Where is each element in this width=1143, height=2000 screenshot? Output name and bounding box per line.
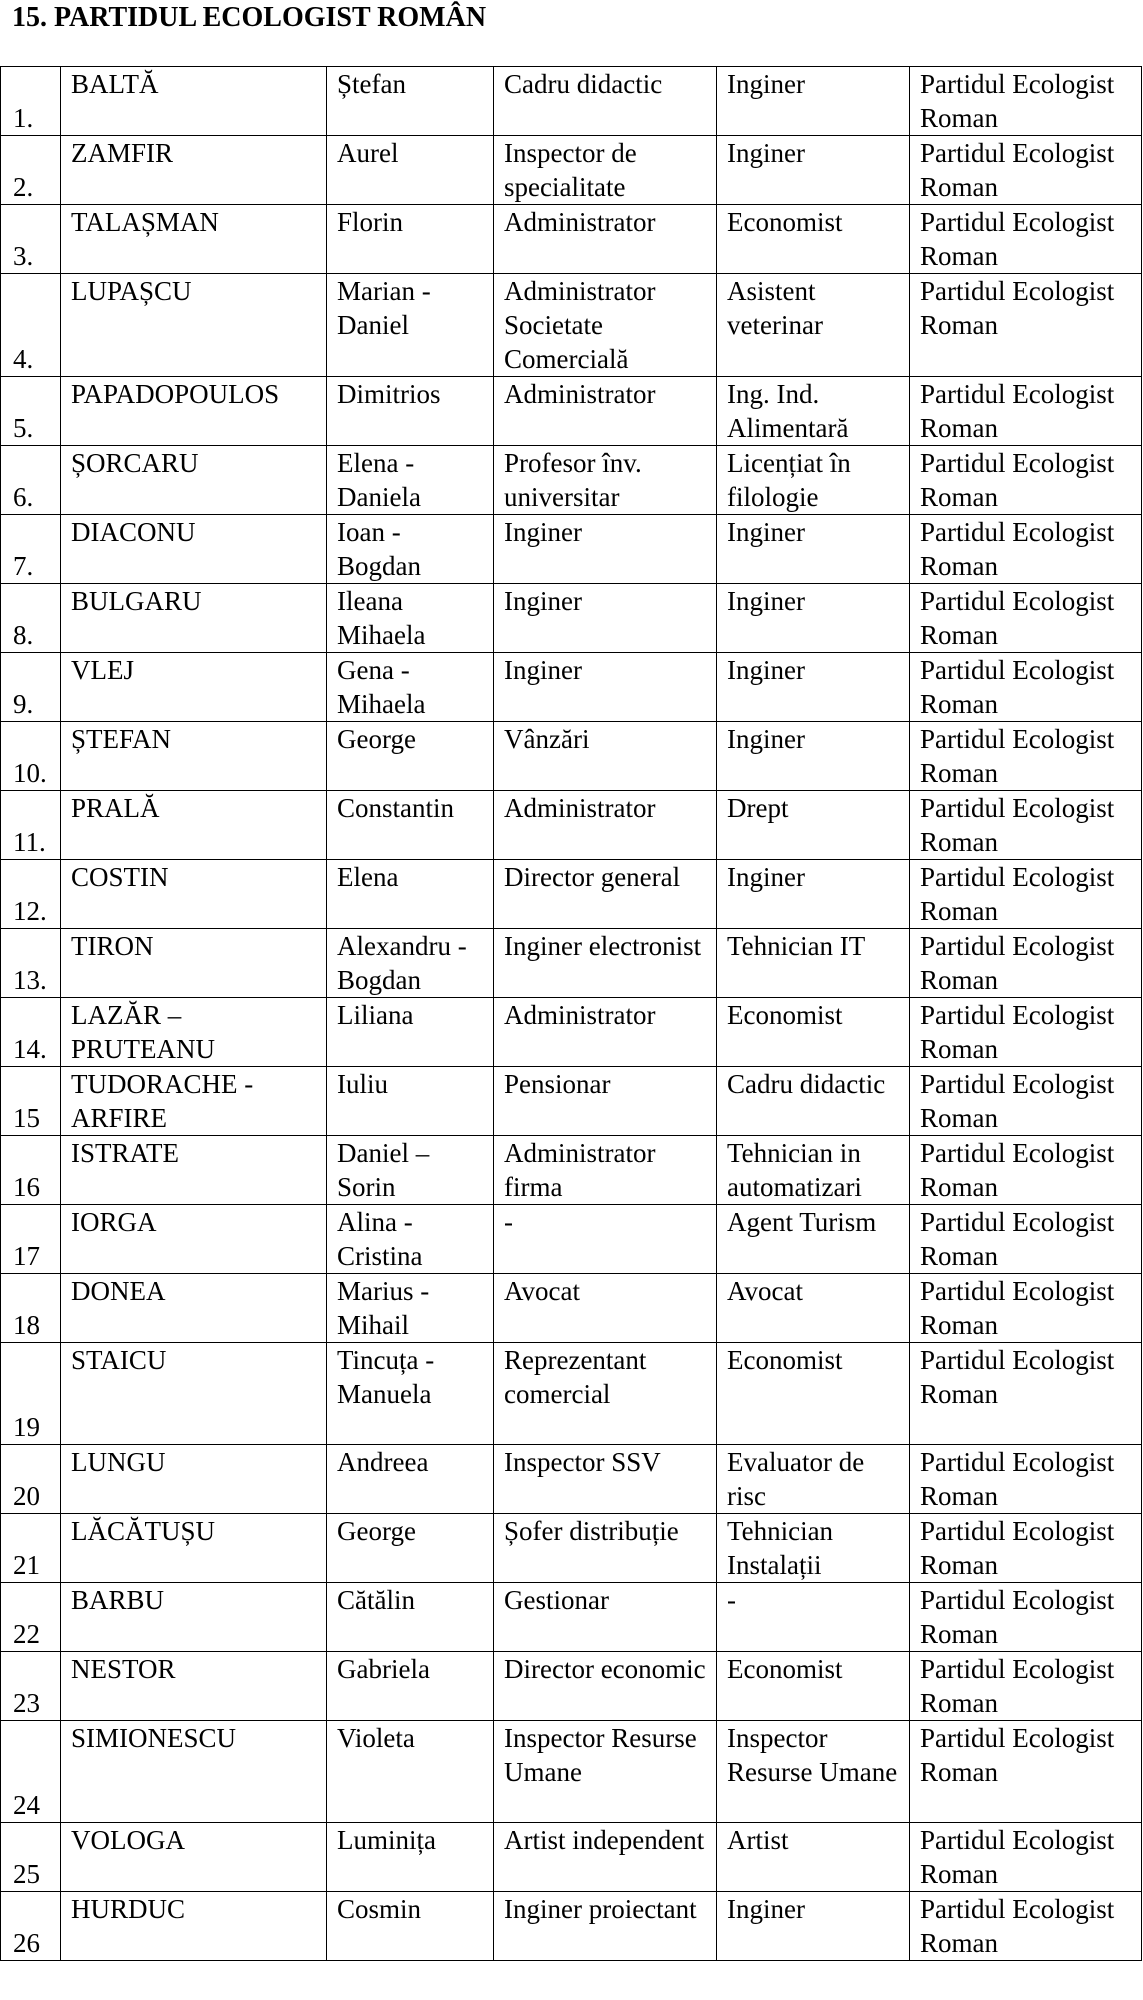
- occupation-cell: Avocat: [717, 1274, 910, 1343]
- party-cell: Partidul Ecologist Roman: [910, 929, 1142, 998]
- row-number: 24: [1, 1721, 61, 1823]
- candidates-table: [0, 66, 1141, 1961]
- row-number: 12.: [1, 860, 61, 929]
- row-number: 9.: [1, 653, 61, 722]
- occupation-cell: Economist: [717, 1343, 910, 1445]
- surname-cell: DONEA: [61, 1274, 327, 1343]
- table-row: [1, 791, 1142, 860]
- first-name-cell: George: [327, 722, 494, 791]
- surname-cell: SIMIONESCU: [61, 1721, 327, 1823]
- party-cell: Partidul Ecologist Roman: [910, 1445, 1142, 1514]
- occupation-cell: Agent Turism: [717, 1205, 910, 1274]
- occupation-cell: Ing. Ind. Alimentară: [717, 377, 910, 446]
- profession-cell: Reprezentant comercial: [494, 1343, 717, 1445]
- profession-cell: Vânzări: [494, 722, 717, 791]
- table-row: [1, 653, 1142, 722]
- profession-cell: Cadru didactic: [494, 67, 717, 136]
- occupation-cell: Inginer: [717, 653, 910, 722]
- row-number: 3.: [1, 205, 61, 274]
- first-name-cell: Constantin: [327, 791, 494, 860]
- occupation-cell: Inspector Resurse Umane: [717, 1721, 910, 1823]
- row-number: 18: [1, 1274, 61, 1343]
- party-cell: Partidul Ecologist Roman: [910, 1067, 1142, 1136]
- table-row: [1, 929, 1142, 998]
- profession-cell: Director economic: [494, 1652, 717, 1721]
- table-row: [1, 584, 1142, 653]
- first-name-cell: Ileana Mihaela: [327, 584, 494, 653]
- party-cell: Partidul Ecologist Roman: [910, 1721, 1142, 1823]
- row-number: 10.: [1, 722, 61, 791]
- row-number: 7.: [1, 515, 61, 584]
- surname-cell: LUPAȘCU: [61, 274, 327, 377]
- row-number: 19: [1, 1343, 61, 1445]
- row-number: 21: [1, 1514, 61, 1583]
- first-name-cell: Ștefan: [327, 67, 494, 136]
- row-number: 11.: [1, 791, 61, 860]
- first-name-cell: Marian - Daniel: [327, 274, 494, 377]
- occupation-cell: Inginer: [717, 67, 910, 136]
- party-cell: Partidul Ecologist Roman: [910, 1514, 1142, 1583]
- surname-cell: COSTIN: [61, 860, 327, 929]
- occupation-cell: -: [717, 1583, 910, 1652]
- table-row: [1, 1205, 1142, 1274]
- profession-cell: Gestionar: [494, 1583, 717, 1652]
- table-row: [1, 1652, 1142, 1721]
- first-name-cell: Marius - Mihail: [327, 1274, 494, 1343]
- row-number: 1.: [1, 67, 61, 136]
- profession-cell: Administrator: [494, 998, 717, 1067]
- first-name-cell: George: [327, 1514, 494, 1583]
- occupation-cell: Inginer: [717, 584, 910, 653]
- first-name-cell: Ioan - Bogdan: [327, 515, 494, 584]
- profession-cell: Inspector de specialitate: [494, 136, 717, 205]
- first-name-cell: Alina - Cristina: [327, 1205, 494, 1274]
- surname-cell: BALTĂ: [61, 67, 327, 136]
- table-row: [1, 1892, 1142, 1961]
- profession-cell: Inginer electronist: [494, 929, 717, 998]
- surname-cell: STAICU: [61, 1343, 327, 1445]
- occupation-cell: Tehnician IT: [717, 929, 910, 998]
- profession-cell: Administrator Societate Comercială: [494, 274, 717, 377]
- surname-cell: TUDORACHE - ARFIRE: [61, 1067, 327, 1136]
- party-cell: Partidul Ecologist Roman: [910, 136, 1142, 205]
- row-number: 5.: [1, 377, 61, 446]
- surname-cell: DIACONU: [61, 515, 327, 584]
- party-cell: Partidul Ecologist Roman: [910, 446, 1142, 515]
- party-cell: Partidul Ecologist Roman: [910, 1892, 1142, 1961]
- first-name-cell: Daniel – Sorin: [327, 1136, 494, 1205]
- surname-cell: BARBU: [61, 1583, 327, 1652]
- table-row: [1, 377, 1142, 446]
- profession-cell: Administrator firma: [494, 1136, 717, 1205]
- table-row: [1, 1136, 1142, 1205]
- row-number: 26: [1, 1892, 61, 1961]
- profession-cell: Avocat: [494, 1274, 717, 1343]
- table-row: [1, 998, 1142, 1067]
- table-row: [1, 1823, 1142, 1892]
- first-name-cell: Violeta: [327, 1721, 494, 1823]
- table-row: [1, 136, 1142, 205]
- first-name-cell: Elena - Daniela: [327, 446, 494, 515]
- occupation-cell: Drept: [717, 791, 910, 860]
- surname-cell: ZAMFIR: [61, 136, 327, 205]
- first-name-cell: Cătălin: [327, 1583, 494, 1652]
- row-number: 17: [1, 1205, 61, 1274]
- candidates-table-body: [1, 67, 1142, 1961]
- table-row: [1, 446, 1142, 515]
- first-name-cell: Dimitrios: [327, 377, 494, 446]
- profession-cell: Inginer: [494, 584, 717, 653]
- party-cell: Partidul Ecologist Roman: [910, 722, 1142, 791]
- first-name-cell: Alexandru - Bogdan: [327, 929, 494, 998]
- occupation-cell: Inginer: [717, 136, 910, 205]
- occupation-cell: Cadru didactic: [717, 1067, 910, 1136]
- table-row: [1, 860, 1142, 929]
- table-row: [1, 1274, 1142, 1343]
- table-row: [1, 722, 1142, 791]
- party-cell: Partidul Ecologist Roman: [910, 1205, 1142, 1274]
- party-cell: Partidul Ecologist Roman: [910, 67, 1142, 136]
- row-number: 20: [1, 1445, 61, 1514]
- table-row: [1, 67, 1142, 136]
- occupation-cell: Economist: [717, 205, 910, 274]
- profession-cell: Inspector Resurse Umane: [494, 1721, 717, 1823]
- party-cell: Partidul Ecologist Roman: [910, 515, 1142, 584]
- occupation-cell: Asistent veterinar: [717, 274, 910, 377]
- row-number: 22: [1, 1583, 61, 1652]
- profession-cell: Administrator: [494, 791, 717, 860]
- occupation-cell: Economist: [717, 998, 910, 1067]
- table-row: [1, 515, 1142, 584]
- profession-cell: Pensionar: [494, 1067, 717, 1136]
- profession-cell: Director general: [494, 860, 717, 929]
- row-number: 6.: [1, 446, 61, 515]
- profession-cell: -: [494, 1205, 717, 1274]
- surname-cell: ȘORCARU: [61, 446, 327, 515]
- profession-cell: Inginer: [494, 653, 717, 722]
- surname-cell: HURDUC: [61, 1892, 327, 1961]
- profession-cell: Inginer: [494, 515, 717, 584]
- occupation-cell: Tehnician Instalații: [717, 1514, 910, 1583]
- surname-cell: PRALĂ: [61, 791, 327, 860]
- first-name-cell: Florin: [327, 205, 494, 274]
- profession-cell: Artist independent: [494, 1823, 717, 1892]
- party-cell: Partidul Ecologist Roman: [910, 1136, 1142, 1205]
- surname-cell: TALAȘMAN: [61, 205, 327, 274]
- profession-cell: Inspector SSV: [494, 1445, 717, 1514]
- table-row: [1, 1583, 1142, 1652]
- table-row: [1, 1721, 1142, 1823]
- row-number: 15: [1, 1067, 61, 1136]
- occupation-cell: Licențiat în filologie: [717, 446, 910, 515]
- profession-cell: Administrator: [494, 377, 717, 446]
- row-number: 23: [1, 1652, 61, 1721]
- table-row: [1, 1343, 1142, 1445]
- surname-cell: BULGARU: [61, 584, 327, 653]
- surname-cell: ȘTEFAN: [61, 722, 327, 791]
- table-row: [1, 205, 1142, 274]
- occupation-cell: Inginer: [717, 515, 910, 584]
- first-name-cell: Elena: [327, 860, 494, 929]
- first-name-cell: Andreea: [327, 1445, 494, 1514]
- party-cell: Partidul Ecologist Roman: [910, 1343, 1142, 1445]
- surname-cell: TIRON: [61, 929, 327, 998]
- row-number: 25: [1, 1823, 61, 1892]
- surname-cell: IORGA: [61, 1205, 327, 1274]
- row-number: 4.: [1, 274, 61, 377]
- row-number: 2.: [1, 136, 61, 205]
- occupation-cell: Inginer: [717, 722, 910, 791]
- occupation-cell: Evaluator de risc: [717, 1445, 910, 1514]
- party-cell: Partidul Ecologist Roman: [910, 1274, 1142, 1343]
- party-cell: Partidul Ecologist Roman: [910, 860, 1142, 929]
- occupation-cell: Tehnician in automatizari: [717, 1136, 910, 1205]
- first-name-cell: Aurel: [327, 136, 494, 205]
- party-cell: Partidul Ecologist Roman: [910, 584, 1142, 653]
- occupation-cell: Inginer: [717, 1892, 910, 1961]
- occupation-cell: Economist: [717, 1652, 910, 1721]
- first-name-cell: Iuliu: [327, 1067, 494, 1136]
- occupation-cell: Artist: [717, 1823, 910, 1892]
- occupation-cell: Inginer: [717, 860, 910, 929]
- party-cell: Partidul Ecologist Roman: [910, 1583, 1142, 1652]
- first-name-cell: Liliana: [327, 998, 494, 1067]
- page-title: 15. PARTIDUL ECOLOGIST ROMÂN: [12, 2, 487, 33]
- party-cell: Partidul Ecologist Roman: [910, 377, 1142, 446]
- first-name-cell: Gabriela: [327, 1652, 494, 1721]
- surname-cell: NESTOR: [61, 1652, 327, 1721]
- surname-cell: VOLOGA: [61, 1823, 327, 1892]
- table-row: [1, 274, 1142, 377]
- profession-cell: Inginer proiectant: [494, 1892, 717, 1961]
- surname-cell: ISTRATE: [61, 1136, 327, 1205]
- surname-cell: LĂCĂTUȘU: [61, 1514, 327, 1583]
- profession-cell: Șofer distribuție: [494, 1514, 717, 1583]
- party-cell: Partidul Ecologist Roman: [910, 274, 1142, 377]
- surname-cell: LAZĂR – PRUTEANU: [61, 998, 327, 1067]
- table-row: [1, 1514, 1142, 1583]
- party-cell: Partidul Ecologist Roman: [910, 791, 1142, 860]
- table-row: [1, 1067, 1142, 1136]
- profession-cell: Administrator: [494, 205, 717, 274]
- surname-cell: VLEJ: [61, 653, 327, 722]
- surname-cell: PAPADOPOULOS: [61, 377, 327, 446]
- row-number: 8.: [1, 584, 61, 653]
- profession-cell: Profesor înv. universitar: [494, 446, 717, 515]
- party-cell: Partidul Ecologist Roman: [910, 1823, 1142, 1892]
- first-name-cell: Luminița: [327, 1823, 494, 1892]
- row-number: 16: [1, 1136, 61, 1205]
- row-number: 14.: [1, 998, 61, 1067]
- party-cell: Partidul Ecologist Roman: [910, 653, 1142, 722]
- first-name-cell: Tincuța - Manuela: [327, 1343, 494, 1445]
- party-cell: Partidul Ecologist Roman: [910, 998, 1142, 1067]
- first-name-cell: Gena - Mihaela: [327, 653, 494, 722]
- table-row: [1, 1445, 1142, 1514]
- party-cell: Partidul Ecologist Roman: [910, 1652, 1142, 1721]
- party-cell: Partidul Ecologist Roman: [910, 205, 1142, 274]
- row-number: 13.: [1, 929, 61, 998]
- surname-cell: LUNGU: [61, 1445, 327, 1514]
- first-name-cell: Cosmin: [327, 1892, 494, 1961]
